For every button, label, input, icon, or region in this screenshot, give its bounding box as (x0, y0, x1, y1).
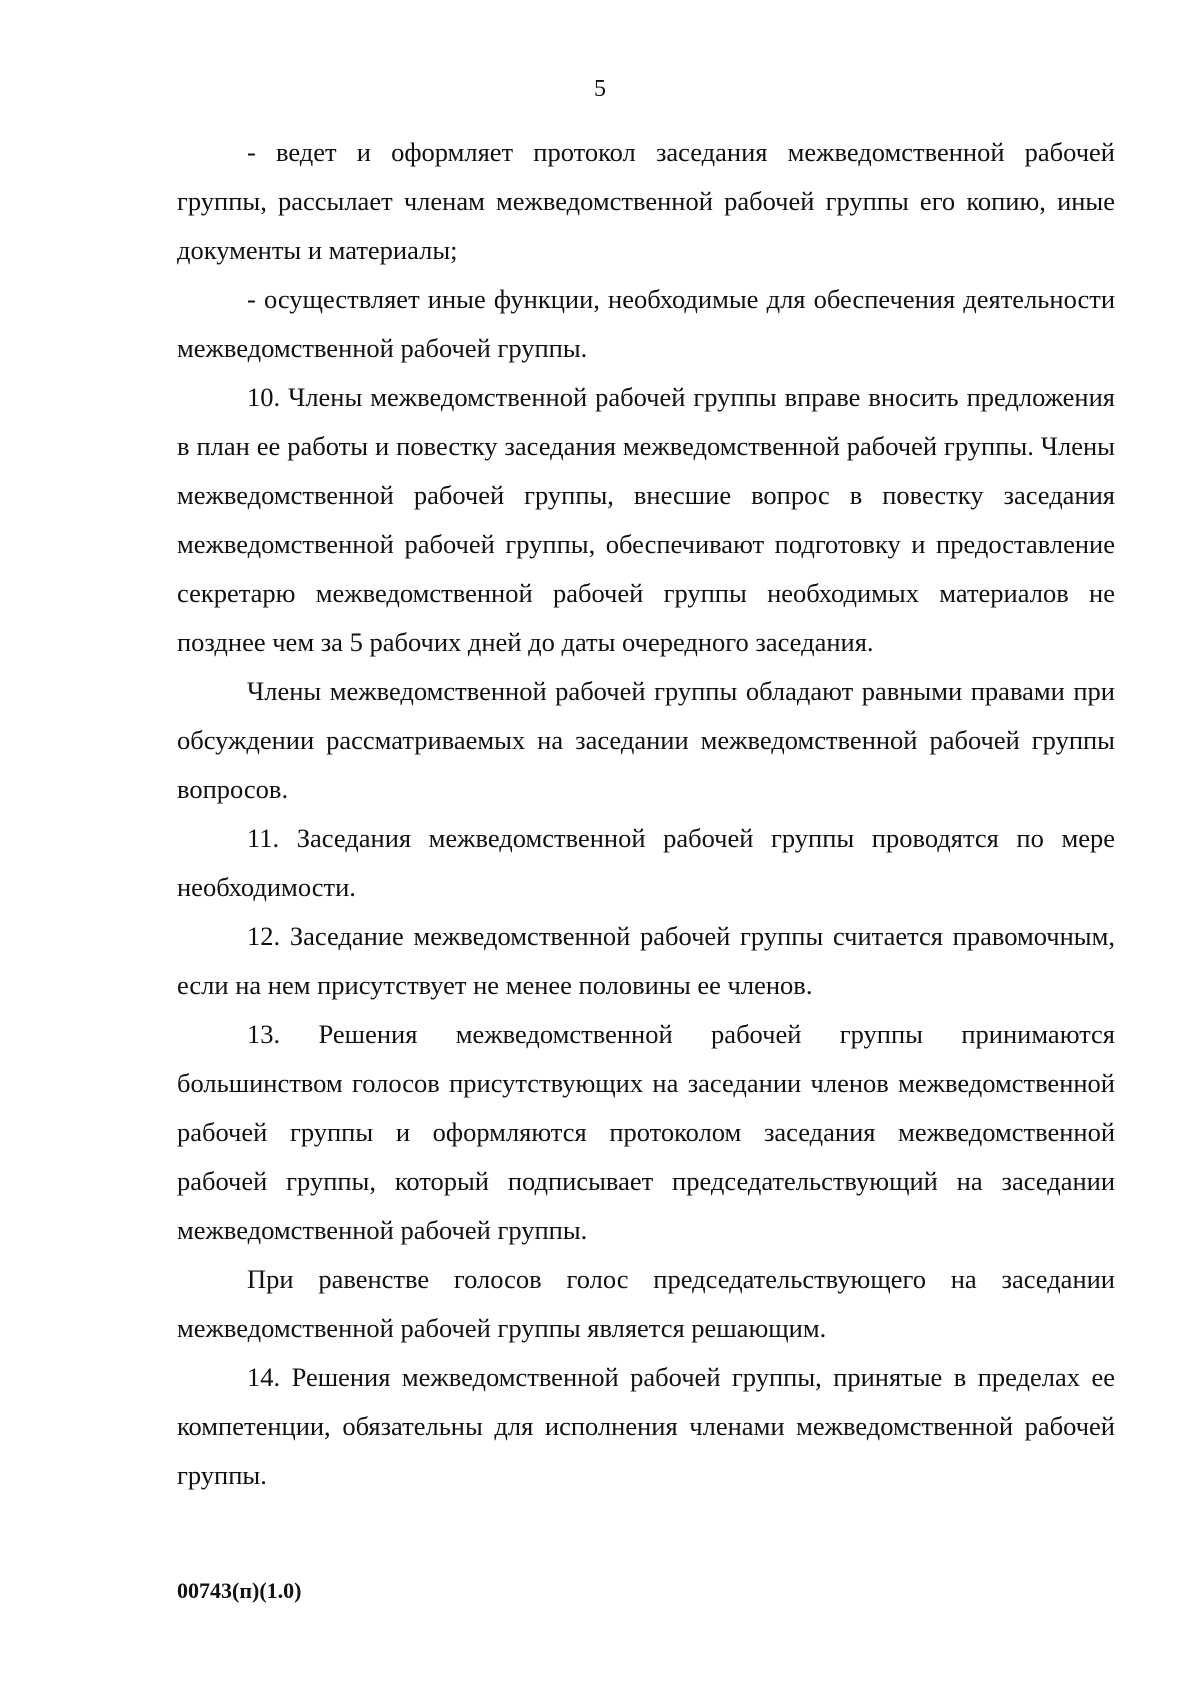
paragraph-item-13: 13. Решения межведомственной рабочей группы принимаются большинством голосов присутствующих на заседании членов межведомственной рабочей группы и оформляются протоколом заседания межведомственной рабочей группы, который подписывает председательствующий на заседании межведомственной рабочей группы. (177, 1019, 1115, 1245)
paragraph-item-10: 10. Члены межведомственной рабочей группы вправе вносить предложения в план ее работы и повестку заседания межведомственной рабочей группы. Члены межведомственной рабочей группы, внесшие вопрос в повестку заседания межведомственной рабочей группы, обеспечивают подготовку и предоставление секретарю межведомственной рабочей группы необходимых материалов не позднее чем за 5 рабочих дней до даты очередного заседания. (177, 382, 1115, 657)
paragraph-item-14: 14. Решения межведомственной рабочей группы, принятые в пределах ее компетенции, обязательны для исполнения членами межведомственной рабочей группы. (177, 1362, 1115, 1490)
paragraph-tie-vote: При равенстве голосов голос председательствующего на заседании межведомственной рабочей группы является решающим. (177, 1264, 1115, 1343)
document-code: 00743(п)(1.0) (177, 1578, 302, 1603)
paragraph-secretary-protocol: - ведет и оформляет протокол заседания межведомственной рабочей группы, рассылает членам межведомственной рабочей группы его копию, иные документы и материалы; (177, 137, 1115, 265)
document-body (177, 128, 1115, 1500)
paragraph-equal-rights: Члены межведомственной рабочей группы обладают равными правами при обсуждении рассматриваемых на заседании межведомственной рабочей группы вопросов. (177, 676, 1115, 804)
page-number: 5 (594, 76, 606, 102)
paragraph-item-12: 12. Заседание межведомственной рабочей группы считается правомочным, если на нем присутствует не менее половины ее членов. (177, 921, 1115, 1000)
paragraph-secretary-other-functions: - осуществляет иные функции, необходимые для обеспечения деятельности межведомственной рабочей группы. (177, 284, 1115, 363)
paragraph-item-11: 11. Заседания межведомственной рабочей группы проводятся по мере необходимости. (177, 823, 1115, 902)
